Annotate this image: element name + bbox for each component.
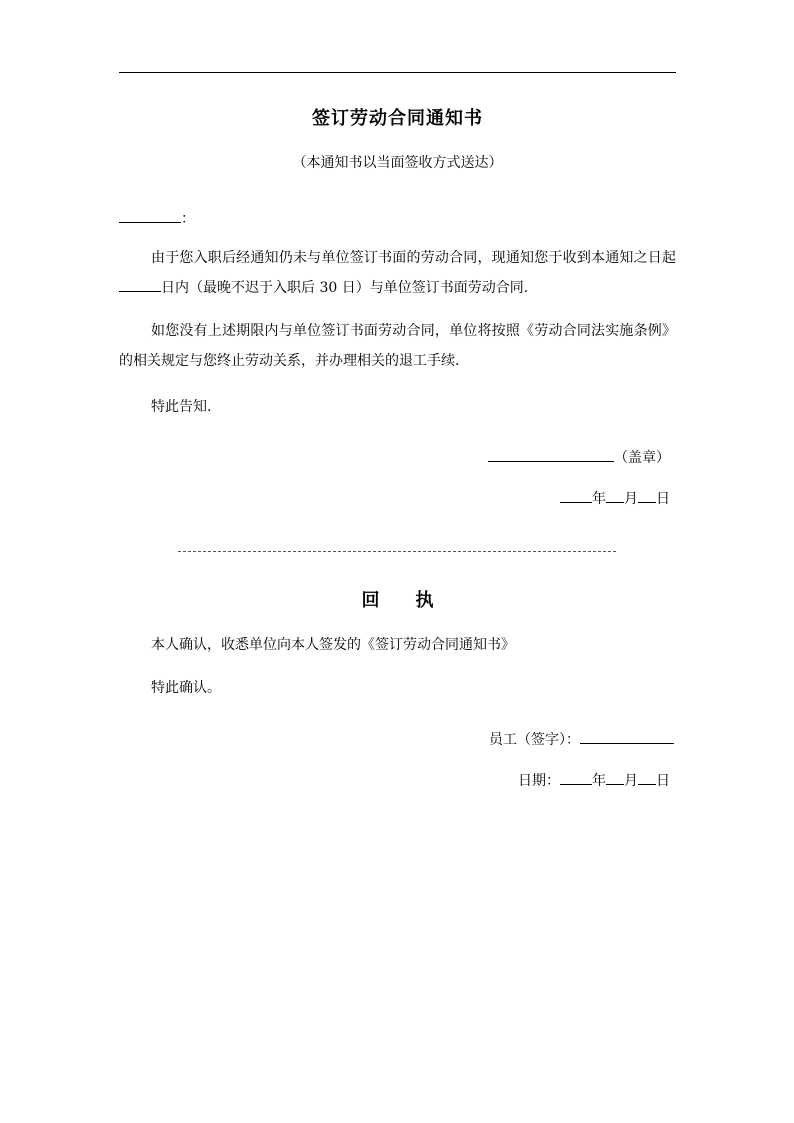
notice-month-label: 月 bbox=[624, 491, 638, 507]
receipt-month-blank bbox=[606, 770, 624, 785]
notice-paragraph-2: 如您没有上述期限内与单位签订书面劳动合同，单位将按照《劳动合同法实施条例》的相关规定与您终止劳动关系，并办理相关的退工手续. bbox=[119, 323, 676, 369]
notice-closing: 特此告知. bbox=[151, 399, 212, 415]
receipt-day-label: 日 bbox=[656, 773, 670, 789]
notice-year-label: 年 bbox=[592, 491, 606, 507]
notice-month-blank bbox=[606, 488, 624, 503]
receipt-date-label: 日期： bbox=[518, 773, 560, 789]
notice-title: 签订劳动合同通知书 bbox=[312, 108, 483, 129]
addressee-line bbox=[119, 208, 195, 228]
receipt-year-label: 年 bbox=[592, 773, 606, 789]
notice-day-blank bbox=[638, 488, 656, 503]
header-rule bbox=[119, 72, 676, 73]
employee-signature-blank bbox=[580, 729, 674, 744]
employee-signature-label: 员工（签字）： bbox=[489, 732, 580, 748]
seal-blank bbox=[488, 447, 614, 462]
receipt-title-char-2: 执 bbox=[415, 590, 434, 611]
receipt-year-blank bbox=[560, 770, 592, 785]
notice-year-blank bbox=[560, 488, 592, 503]
p1-text-a: 由于您入职后经通知仍未与单位签订书面的劳动合同，现通知您于收到本通知之日起 bbox=[151, 250, 676, 266]
seal-label: （盖章） bbox=[614, 450, 670, 466]
cut-line-divider bbox=[178, 551, 616, 552]
notice-date bbox=[560, 488, 670, 508]
receipt-closing: 特此确认。 bbox=[151, 680, 221, 696]
receipt-title bbox=[119, 586, 676, 612]
receipt-date bbox=[518, 770, 670, 790]
addressee-colon: ： bbox=[181, 211, 195, 227]
notice-day-label: 日 bbox=[656, 491, 670, 507]
seal-line bbox=[488, 447, 670, 467]
receipt-month-label: 月 bbox=[624, 773, 638, 789]
notice-subtitle: （本通知书以当面签收方式送达） bbox=[292, 155, 503, 171]
notice-paragraph-1 bbox=[119, 243, 676, 303]
receipt-title-char-1: 回 bbox=[361, 590, 380, 611]
addressee-blank bbox=[119, 208, 181, 223]
p1-text-b: 日内（最晚不迟于入职后 30 日）与单位签订书面劳动合同. bbox=[161, 280, 529, 296]
days-blank bbox=[119, 277, 161, 292]
employee-signature-line bbox=[489, 729, 674, 749]
receipt-confirmation: 本人确认，收悉单位向本人签发的《签订劳动合同通知书》 bbox=[151, 637, 515, 653]
receipt-day-blank bbox=[638, 770, 656, 785]
